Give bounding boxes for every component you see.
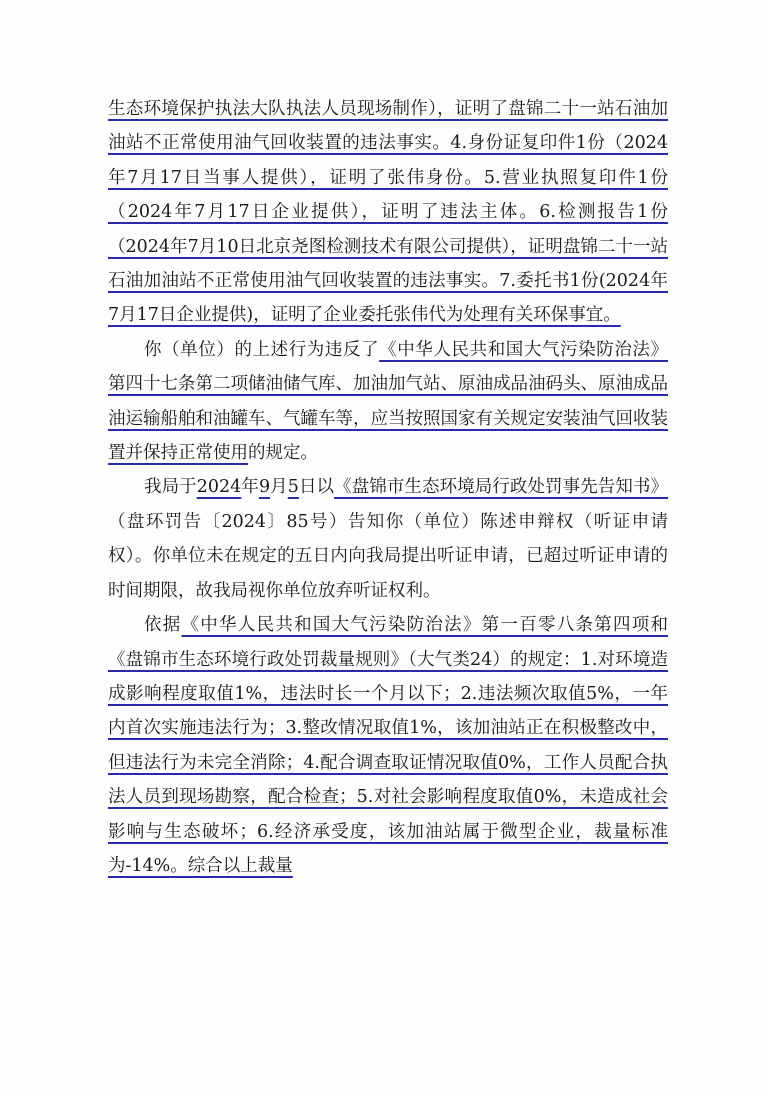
violation-lead-text: 你（单位）的上述行为违反了: [144, 339, 380, 360]
notice-month: 9: [258, 477, 271, 498]
notice-document-title: 《盘锦市生态环境局行政处罚事先告知书》: [334, 477, 669, 498]
violation-paragraph: [108, 333, 668, 471]
notice-text-4: 日以: [298, 477, 335, 498]
notice-text-1: 我局于: [144, 477, 197, 498]
notice-text-2: 年: [241, 477, 259, 498]
document-body: [108, 92, 668, 883]
notice-day: 5: [287, 477, 299, 498]
evidence-paragraph: [108, 92, 668, 333]
notice-paragraph: [108, 470, 668, 608]
notice-year: 2024: [196, 477, 242, 498]
basis-paragraph: [108, 608, 668, 883]
evidence-text: 生态环境保护执法大队执法人员现场制作），证明了盘锦二十一站石油加油站不正常使用油气回收装置的违法事实。4.身份证复印件1份（2024年7月17日当事人提供），证明了张伟身份。5.营业执照复印件1份（2024年7月17日企业提供），证明了违法主体。6.检测报告1份（2024年7月10日北京尧图检测技术有限公司提供），证明盘锦二十一站石油加油站不正常使用油气回收装置的违法事实。7.委托书1份(2024年7月17日企业提供)，证明了企业委托张伟代为处理有关环保事宜。: [108, 99, 668, 326]
basis-text: 《中华人民共和国大气污染防治法》第一百零八条第四项和《盘锦市生态环境行政处罚裁量规则》（大气类24）的规定：1.对环境造成影响程度取值1%，违法时长一个月以下；2.违法频次取值5%，一年内首次实施违法行为；3.整改情况取值1%，该加油站正在积极整改中，但违法行为未完全消除；4.配合调查取证情况取值0%，工作人员配合执法人员到现场勘察，配合检查；5.对社会影响程度取值0%，未造成社会影响与生态破坏；6.经济承受度，该加油站属于微型企业，裁量标准为-14%。综合以上裁量: [108, 615, 669, 876]
notice-text-3: 月: [270, 477, 288, 498]
violation-tail-text: 的规定。: [248, 443, 318, 464]
basis-lead-text: 依据: [144, 615, 182, 636]
notice-text-5: （盘环罚告〔2024〕85号）告知你（单位）陈述申辩权（听证申请权）。你单位未在规定的五日内向我局提出听证申请，已超过听证申请的时间期限，故我局视你单位放弃听证权利。: [108, 511, 668, 601]
violated-law-text: 《中华人民共和国大气污染防治法》第四十七条第二项储油储气库、加油加气站、原油成品油码头、原油成品油运输船舶和油罐车、气罐车等，应当按照国家有关规定安装油气回收装置并保持正常使用: [108, 339, 669, 464]
